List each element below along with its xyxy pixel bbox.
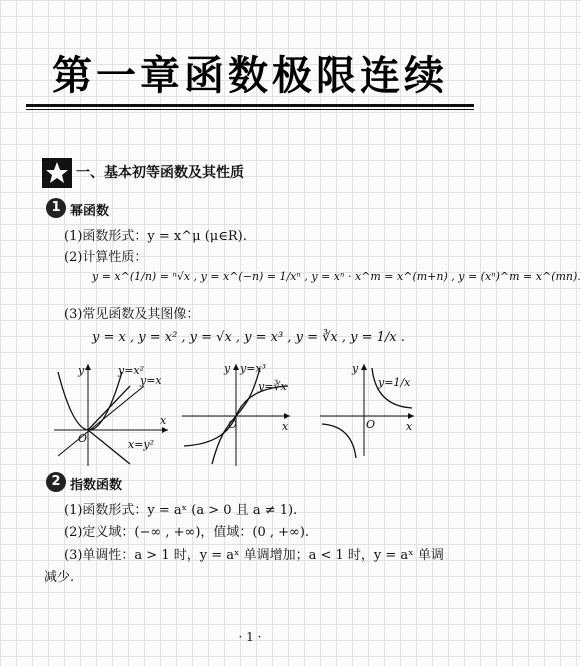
y-label: y [224, 362, 231, 375]
x-label: x [160, 414, 167, 427]
label-line: y=x [140, 374, 162, 387]
power-graphs-formula: y = x , y = x² , y = √x , y = x³ , y = ∛x , y = 1/x . [92, 330, 405, 345]
label-cuberoot: y=∛x [258, 380, 287, 393]
power-calc-formula: y = x^(1/n) = ⁿ√x , y = x^(−n) = 1/xⁿ , y = xⁿ · x^m = x^(m+n) , y = (xⁿ)^m = x^(mn). [92, 270, 581, 283]
exponential-form: (1)函数形式：y = aˣ (a > 0 且 a ≠ 1). [64, 503, 298, 518]
power-form: (1)函数形式：y = x^μ (μ∈R). [64, 229, 247, 244]
subsection-badge-2: 2 [46, 472, 66, 492]
reciprocal-branch-negative [322, 424, 356, 458]
graph-cubic-functions [178, 360, 296, 468]
page-number: · 1 · [238, 630, 262, 644]
label-parabola: y=x² [118, 364, 145, 377]
label-cubic: y=x³ [240, 362, 267, 375]
power-graphs-label: (3)常见函数及其图像： [64, 307, 200, 322]
origin-label: O [228, 418, 238, 431]
section-heading: 一、基本初等函数及其性质 [76, 165, 244, 181]
parabola-curve [58, 372, 122, 430]
exponential-domain: (2)定义域：(−∞ , +∞)，值域：(0 , +∞). [64, 525, 310, 540]
power-calc-label: (2)计算性质： [64, 250, 148, 265]
label-sideways: x=y² [128, 438, 155, 451]
y-label: y [352, 362, 359, 375]
origin-label: O [366, 418, 376, 431]
title-underline [26, 104, 474, 107]
graph-square-functions [48, 360, 172, 468]
x-label: x [406, 420, 413, 433]
x-label: x [282, 420, 289, 433]
power-heading: 幂函数 [70, 204, 110, 219]
label-reciprocal: y=1/x [378, 376, 411, 389]
exponential-monotonic-cont: 减少. [44, 570, 75, 585]
chapter-title: 第一章函数极限连续 [52, 53, 448, 99]
subsection-badge-1: 1 [46, 198, 66, 218]
title-underline-thin [26, 109, 474, 110]
origin-label: O [78, 432, 88, 445]
graph-reciprocal-function [316, 360, 418, 460]
sideways-parabola [88, 386, 130, 464]
exponential-heading: 指数函数 [70, 478, 123, 493]
star-icon [42, 158, 72, 188]
exponential-monotonic: (3)单调性：a > 1 时，y = aˣ 单调增加；a < 1 时，y = aˣ 单调 [64, 548, 444, 563]
y-label: y [78, 364, 85, 377]
